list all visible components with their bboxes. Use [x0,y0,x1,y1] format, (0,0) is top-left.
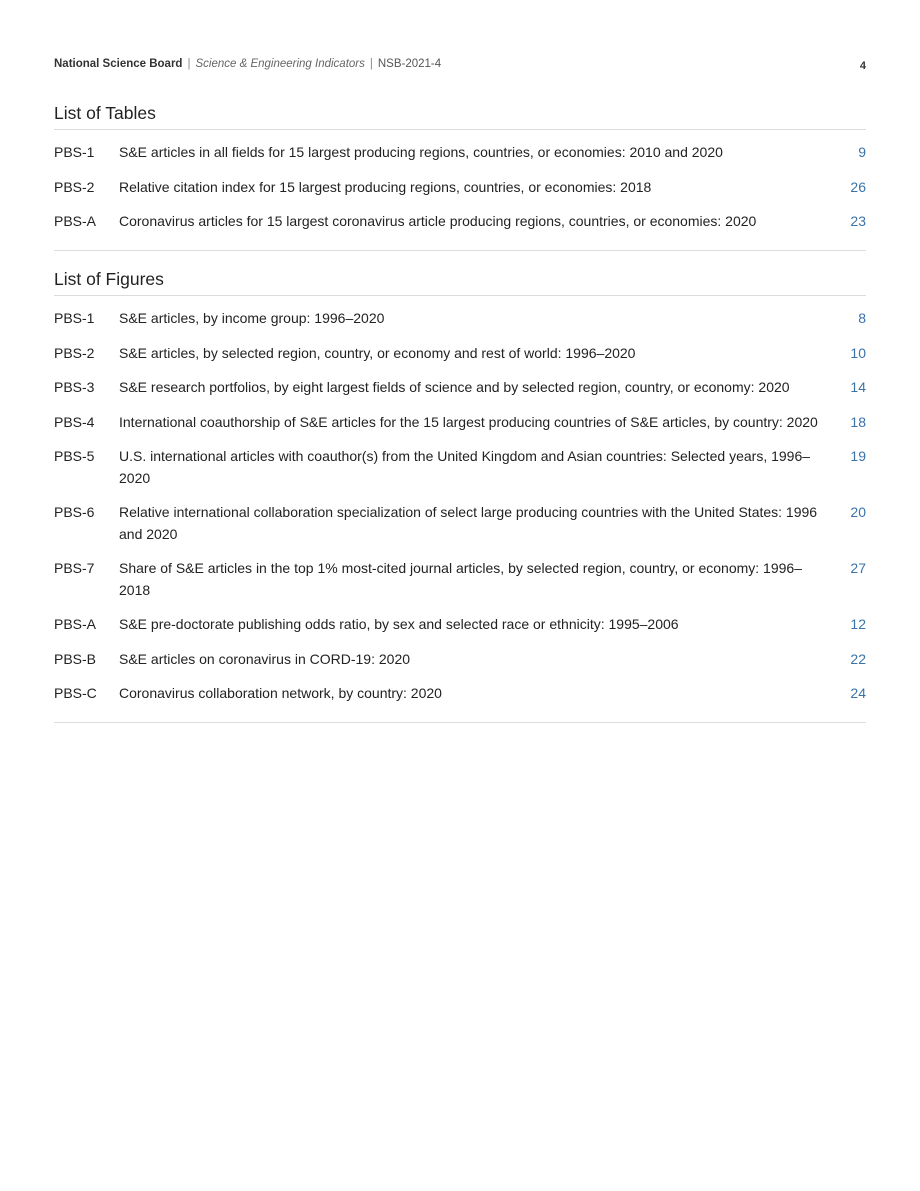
item-id: PBS-1 [54,144,95,160]
page-header [54,58,866,76]
page-link[interactable]: 22 [850,650,866,667]
page-link[interactable]: 10 [850,344,866,361]
item-title: Share of S&E articles in the top 1% most-cited journal articles, by selected region, country, or economy: 1996–2018 [119,560,802,598]
figures-list [54,296,866,723]
item-id: PBS-1 [54,310,95,326]
item-title: S&E articles, by income group: 1996–2020 [119,310,385,326]
item-id: PBS-2 [54,178,95,195]
list-of-tables [54,101,866,251]
header-separator: | [369,58,373,70]
list-item [54,211,866,233]
item-id: PBS-B [54,650,97,667]
item-title: Relative citation index for 15 largest producing regions, countries, or economies: 2018 [119,178,652,195]
item-title: Coronavirus collaboration network, by country: 2020 [119,685,442,701]
list-of-figures [54,267,866,723]
page-link[interactable]: 14 [850,379,866,395]
list-item [54,649,866,671]
page-link[interactable]: 12 [850,616,866,632]
organization-name: National Science Board [54,58,183,70]
list-item [54,558,866,601]
list-item [54,308,866,330]
item-title: Relative international collaboration specialization of select large producing countries with the United States: 1996 and 2020 [119,504,818,542]
list-item [54,343,866,365]
item-title: S&E articles in all fields for 15 largest producing regions, countries, or economies: 2010 and 2020 [119,144,723,160]
item-id: PBS-7 [54,560,95,576]
item-id: PBS-4 [54,413,95,430]
page-link[interactable]: 26 [850,178,866,195]
item-title: S&E articles, by selected region, country, or economy and rest of world: 1996–2020 [119,344,636,361]
item-title: U.S. international articles with coauthor(s) from the United Kingdom and Asian countries: Selected years, 1996–2020 [119,448,811,486]
item-title: S&E pre-doctorate publishing odds ratio, by sex and selected race or ethnicity: 1995–2006 [119,616,679,632]
list-item [54,683,866,705]
page-link[interactable]: 27 [850,560,866,576]
item-id: PBS-C [54,685,97,701]
list-item [54,142,866,164]
tables-list [54,130,866,251]
header-separator: | [187,58,191,70]
page-link[interactable]: 8 [858,310,866,326]
item-id: PBS-3 [54,379,95,395]
item-title: S&E research portfolios, by eight largest fields of science and by selected region, country, or economy: 2020 [119,379,790,395]
item-id: PBS-6 [54,504,95,520]
page-number: 4 [859,60,866,72]
list-item [54,502,866,545]
item-id: PBS-2 [54,344,95,361]
item-id: PBS-5 [54,448,95,464]
list-item [54,377,866,399]
publication-title: Science & Engineering Indicators [195,58,365,70]
page-link[interactable]: 19 [850,448,866,464]
item-title: S&E articles on coronavirus in CORD-19: 2020 [119,650,411,667]
list-item [54,614,866,636]
list-item [54,177,866,199]
page-link[interactable]: 23 [850,213,866,229]
item-title: International coauthorship of S&E articles for the 15 largest producing countries of S&E articles, by country: 2020 [119,413,818,430]
item-id: PBS-A [54,616,97,632]
page-link[interactable]: 20 [850,504,866,520]
item-title: Coronavirus articles for 15 largest coronavirus article producing regions, countries, or economies: 2020 [119,213,757,229]
page-link[interactable]: 18 [850,413,866,430]
list-item [54,412,866,434]
section-title: List of Tables [54,101,866,130]
report-number: NSB-2021-4 [377,58,442,70]
item-id: PBS-A [54,213,97,229]
page-link[interactable]: 9 [858,144,866,160]
list-item [54,446,866,489]
page-link[interactable]: 24 [850,685,866,701]
section-title: List of Figures [54,267,866,296]
